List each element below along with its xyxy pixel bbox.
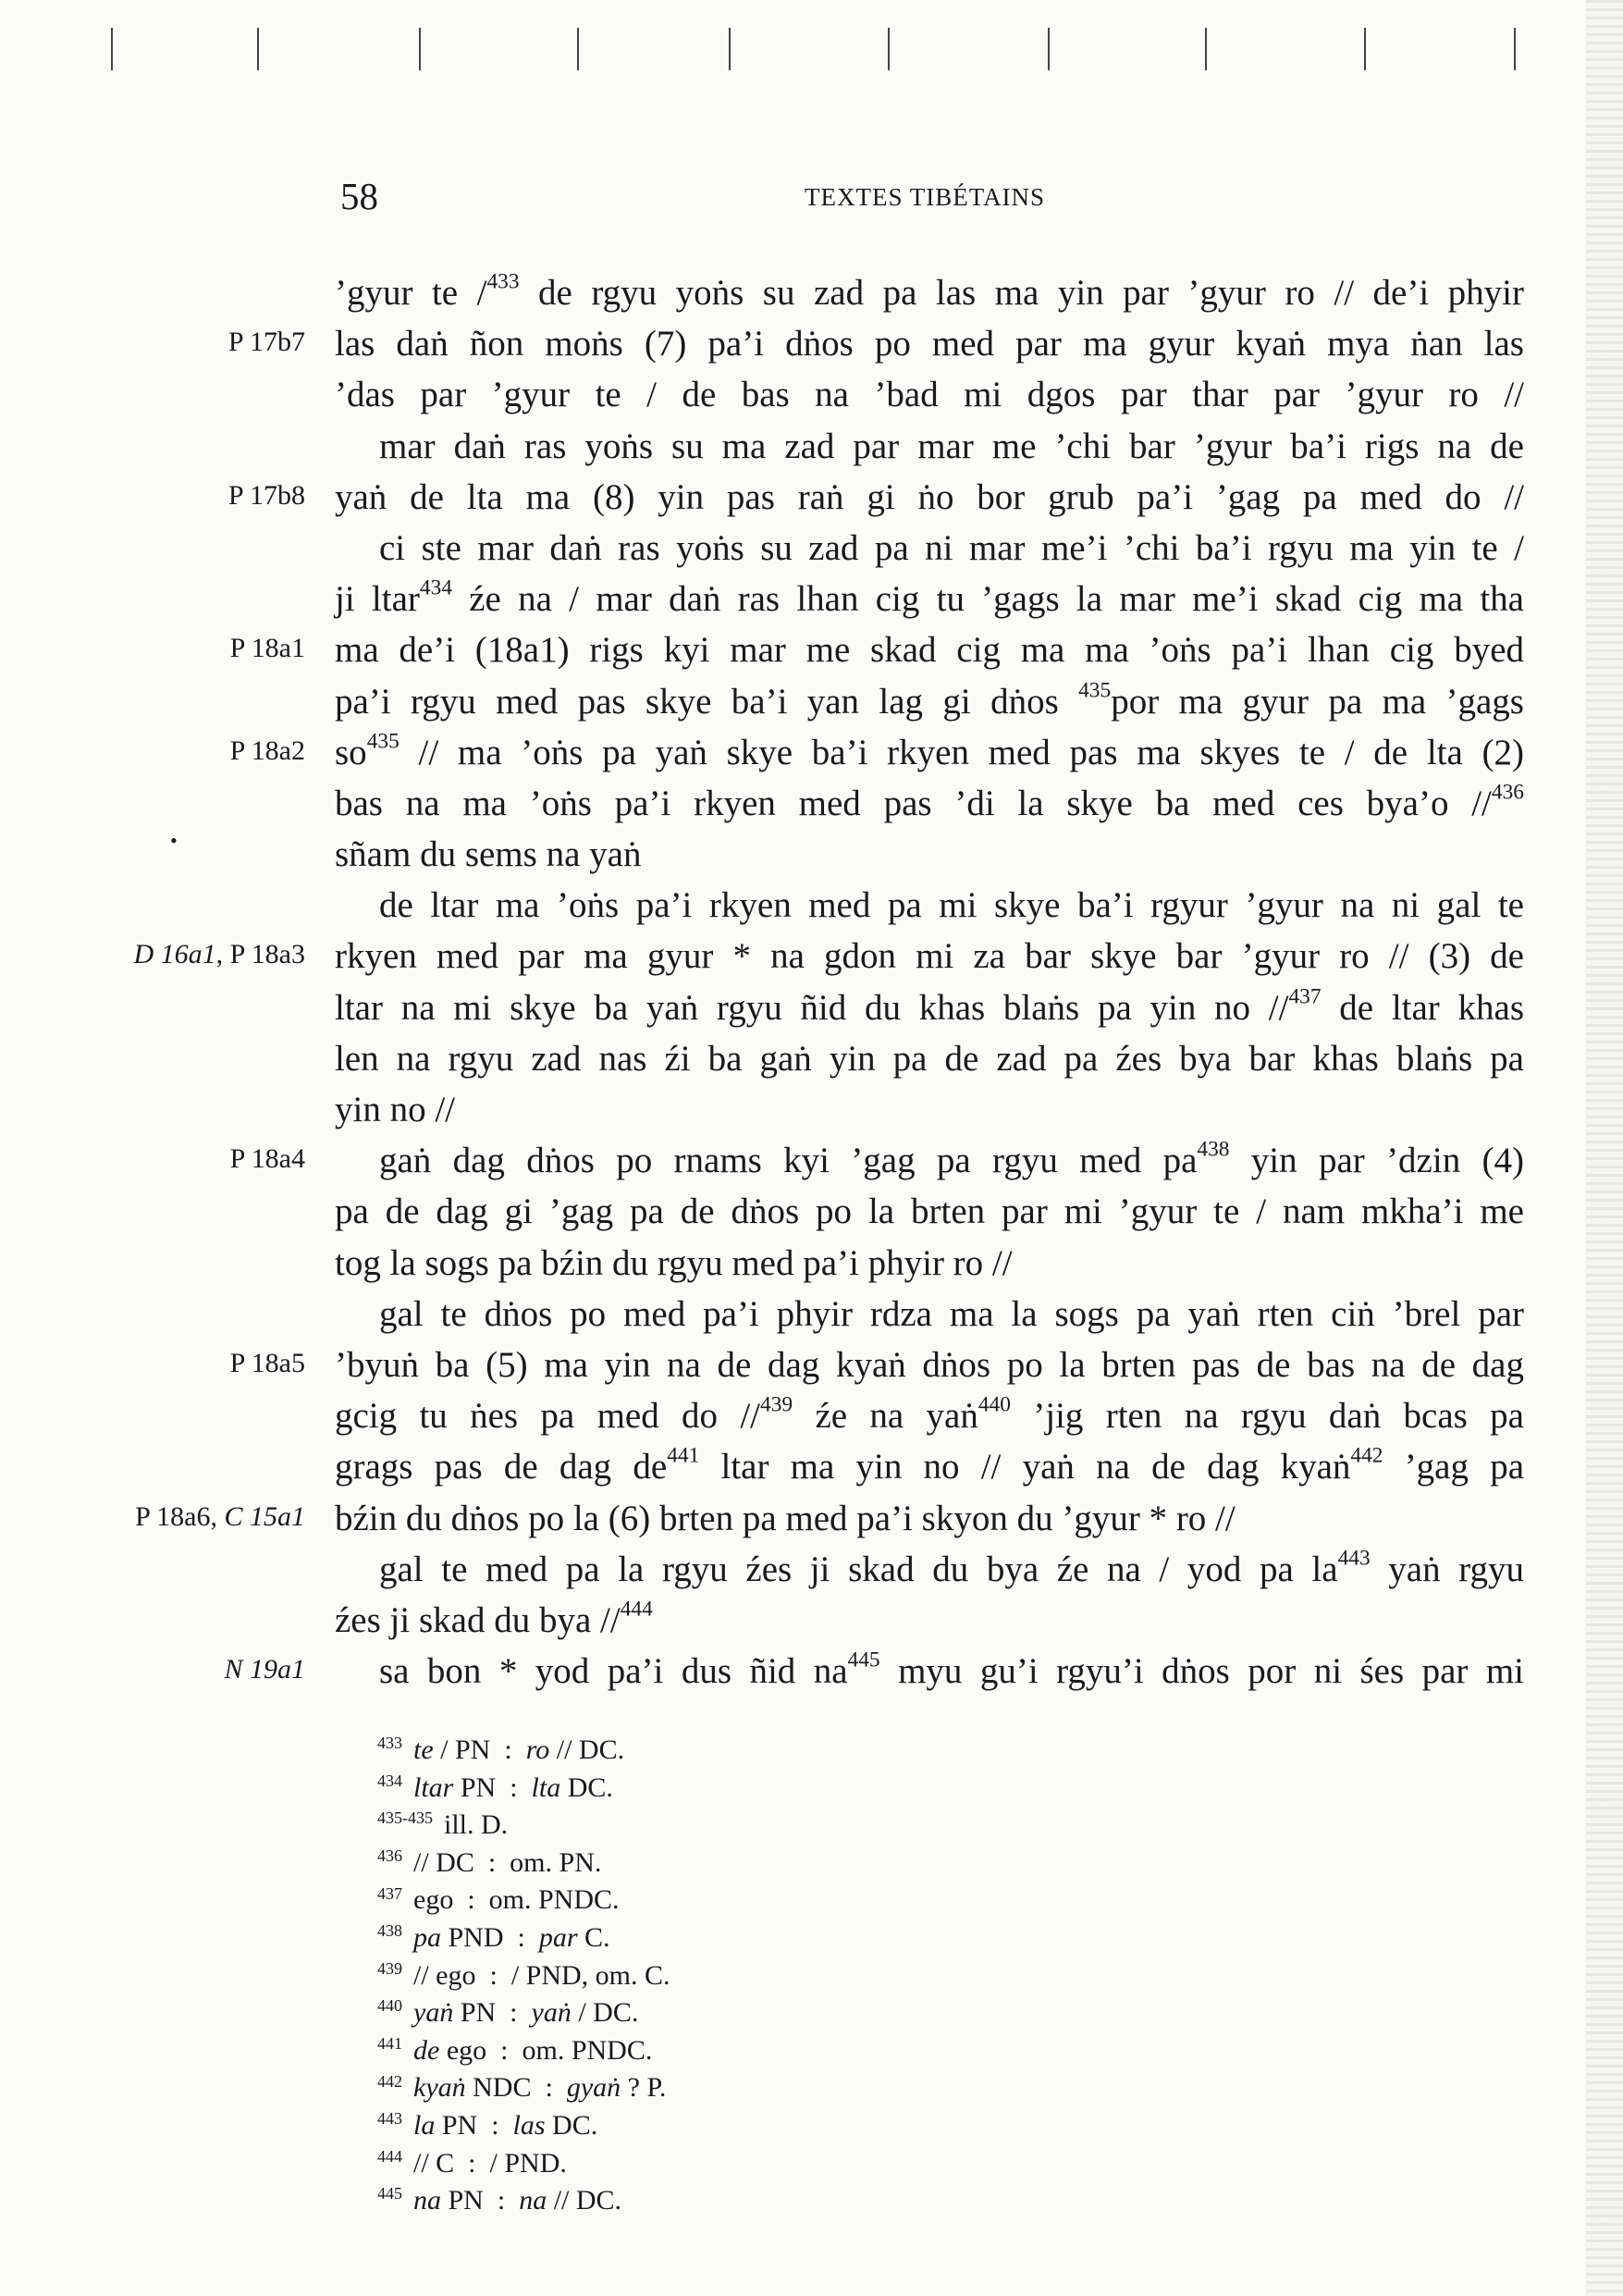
text-line [0,1135,1623,1186]
footnotes [377,1732,1210,2220]
margin-reference: P 17b8 [227,479,305,511]
footnote: $^{436}$ // DC : om. PN. [377,1845,602,1878]
line-text: yin no // [335,1090,456,1129]
footnote: $^{433}$ te / PN : ro // DC. [377,1734,625,1765]
line-text: bas na ma ’oṅs pa’i rkyen med pas ’di la skye ba med ces bya’o //$^{436}$ [335,780,1524,823]
line-text: ’das par ’gyur te / de bas na ’bad mi dgos par thar par ’gyur ro // [335,375,1524,415]
margin-reference: N 19a1 [224,1654,305,1685]
footnote: $^{443}$ la PN : las DC. [377,2109,598,2141]
line-text: sa bon * yod pa’i dus ñid $na^{445}$ myu gu’i rgyu’i dṅos por ni śes par mi [379,1648,1524,1692]
text-line [0,421,1623,472]
text-line [0,829,1623,880]
text-line [0,676,1623,727]
running-head: TEXTES TIBÉTAINS [805,183,1046,211]
margin-reference: P 18a2 [229,734,305,766]
footnote-number: 435-435 [377,1808,433,1828]
line-text: pa’i rgyu med pas skye ba’i yan lag gi dṅos $^{435}$por ma gyur pa ma ’gags [335,677,1524,722]
footnote-number: 438 [377,1921,402,1941]
text-line [0,1033,1623,1084]
text-line [0,778,1623,829]
text-line [0,880,1623,931]
line-text: gal te dṅos po med pa’i phyir rdza ma la sogs pa yaṅ rten ciṅ ’brel par [379,1293,1524,1334]
footnote: $^{444}$ // C : / PND. [377,2146,567,2179]
margin-reference: P 17b7 [227,327,305,358]
margin-reference: P 18a4 [229,1143,305,1175]
footnote-number: 437 [377,1883,402,1903]
text-body [0,267,1623,1697]
footnote-number: 433 [377,1734,402,1753]
footnote: $^{437}$ ego : om. PNDC. [377,1883,620,1916]
footnote-number: 444 [377,2146,402,2166]
text-line [0,1186,1623,1237]
line-text: $so^{435}$ // ma ’oṅs pa yaṅ skye ba’i rkyen med pas ma skyes te / de lta (2) [335,729,1524,772]
footnote-number: 436 [377,1845,402,1865]
margin-asterisk-mark: • [170,829,178,852]
line-text: mar daṅ ras yoṅs su ma zad par mar me ’chi bar ’gyur ba’i rigs na de [379,426,1524,466]
footnote: $^{439}$ // ego : / PND, om. C. [377,1958,670,1991]
line-text: ltar na mi skye ba yaṅ rgyu ñid du khas blaṅs pa yin no //$^{437}$ de ltar khas [335,984,1525,1028]
footnote: $^{435-435}$ ill. D. [377,1808,509,1841]
text-line [0,1493,1623,1544]
footnote: $^{434}$ ltar PN : lta DC. [377,1771,613,1803]
footnote-number: 441 [377,2033,402,2053]
line-text: gaṅ dag dṅos po rnams kyi ’gag pa rgyu med $pa^{438}$ yin par ’dzin (4) [379,1137,1524,1181]
page-number: 58 [340,175,378,217]
line-text: tog la sogs pa bźin du rgyu med pa’i phyir ro // [335,1242,1013,1283]
line-text: yaṅ de lta ma (8) yin pas raṅ gi ṅo bor grub pa’i ’gag pa med do // [335,476,1524,517]
text-line [0,1289,1623,1339]
line-text: grags pas de dag $de^{441}$ ltar ma yin no // yaṅ na de dag kyaṅ$^{442}$ ’gag pa [335,1443,1524,1487]
line-text: bźin du dṅos po la (6) brten pa med pa’i skyon du ’gyur * ro // [335,1498,1236,1538]
line-text: ji ltar$^{434}$ źe na / mar daṅ ras lhan cig tu ’gags la mar me’i skad cig ma tha [335,575,1524,620]
text-line [0,1544,1623,1595]
text-line [0,931,1623,981]
footnote: $^{441}$ de ego : om. PNDC. [377,2033,653,2066]
footnote: $^{440}$ yaṅ PN : yaṅ / DC. [377,1996,639,2029]
line-text: pa de dag gi ’gag pa de dṅos po la brten par mi ’gyur te / nam mkha’i me [335,1191,1524,1232]
line-text: gal te med pa la rgyu źes ji skad du bya źe na / yod pa $la^{443}$ yaṅ rgyu [379,1546,1525,1589]
text-line [0,1390,1623,1441]
text-line [0,267,1623,318]
text-line [0,1441,1623,1492]
footnote-number: 445 [377,2184,402,2203]
footnote-number: 443 [377,2109,402,2129]
line-text: sñam du sems na yaṅ [335,834,642,875]
text-line [0,624,1623,675]
text-line [0,1084,1623,1135]
text-line [0,1339,1623,1390]
text-line [0,982,1623,1033]
text-line [0,727,1623,778]
line-text: ma de’i (18a1) rigs kyi mar me skad cig ma ma ’oṅs pa’i lhan cig byed [335,630,1524,671]
text-line [0,318,1623,369]
footnote-number: 434 [377,1771,402,1790]
line-text: rkyen med par ma gyur * na gdon mi za bar skye bar ’gyur ro // (3) de [335,936,1524,977]
line-text: ’gyur te /$^{433}$ de rgyu yoṅs su zad pa las ma yin par ’gyur ro // de’i phyir [335,269,1524,313]
text-line [0,1595,1623,1646]
footnote-number: 442 [377,2071,402,2091]
page-header [0,174,1623,220]
margin-reference: P 18a5 [229,1347,305,1378]
footnote-number: 440 [377,1996,402,2016]
text-line [0,1646,1623,1697]
footnote-number: 439 [377,1958,402,1978]
margin-reference: P 18a1 [229,633,305,664]
line-text: ci ste mar daṅ ras yoṅs su zad pa ni mar me’i ’chi ba’i rgyu ma yin te / [379,527,1524,568]
text-line [0,472,1623,523]
margin-reference: P 18a6, C 15a1 [135,1500,305,1532]
line-text: las daṅ ñon moṅs (7) pa’i dṅos po med par ma gyur kyaṅ mya ṅan las [335,324,1524,364]
footnote: $^{442}$ kyaṅ NDC : gyaṅ ? P. [377,2071,667,2104]
line-text: ’byuṅ ba (5) ma yin na de dag kyaṅ dṅos po la brten pas de bas na de dag [335,1344,1524,1385]
line-text: gcig tu ṅes pa med do //$^{439}$ źe na yaṅ$^{440}$ ’jig rten na rgyu daṅ bcas pa [335,1392,1524,1437]
footnote: $^{438}$ pa PND : par C. [377,1921,610,1953]
line-text: de ltar ma ’oṅs pa’i rkyen med pa mi skye ba’i rgyur ’gyur na ni gal te [379,885,1524,926]
line-text: len na rgyu zad nas źi ba gaṅ yin pa de zad pa źes bya bar khas blaṅs pa [335,1038,1524,1079]
text-line [0,1238,1623,1289]
line-text: źes ji skad du bya //$^{444}$ [335,1597,653,1640]
text-line [0,369,1623,420]
margin-reference: D 16a1, P 18a3 [133,939,305,970]
footnote: $^{445}$ na PN : na // DC. [377,2184,622,2216]
text-line [0,574,1623,624]
text-line [0,523,1623,574]
